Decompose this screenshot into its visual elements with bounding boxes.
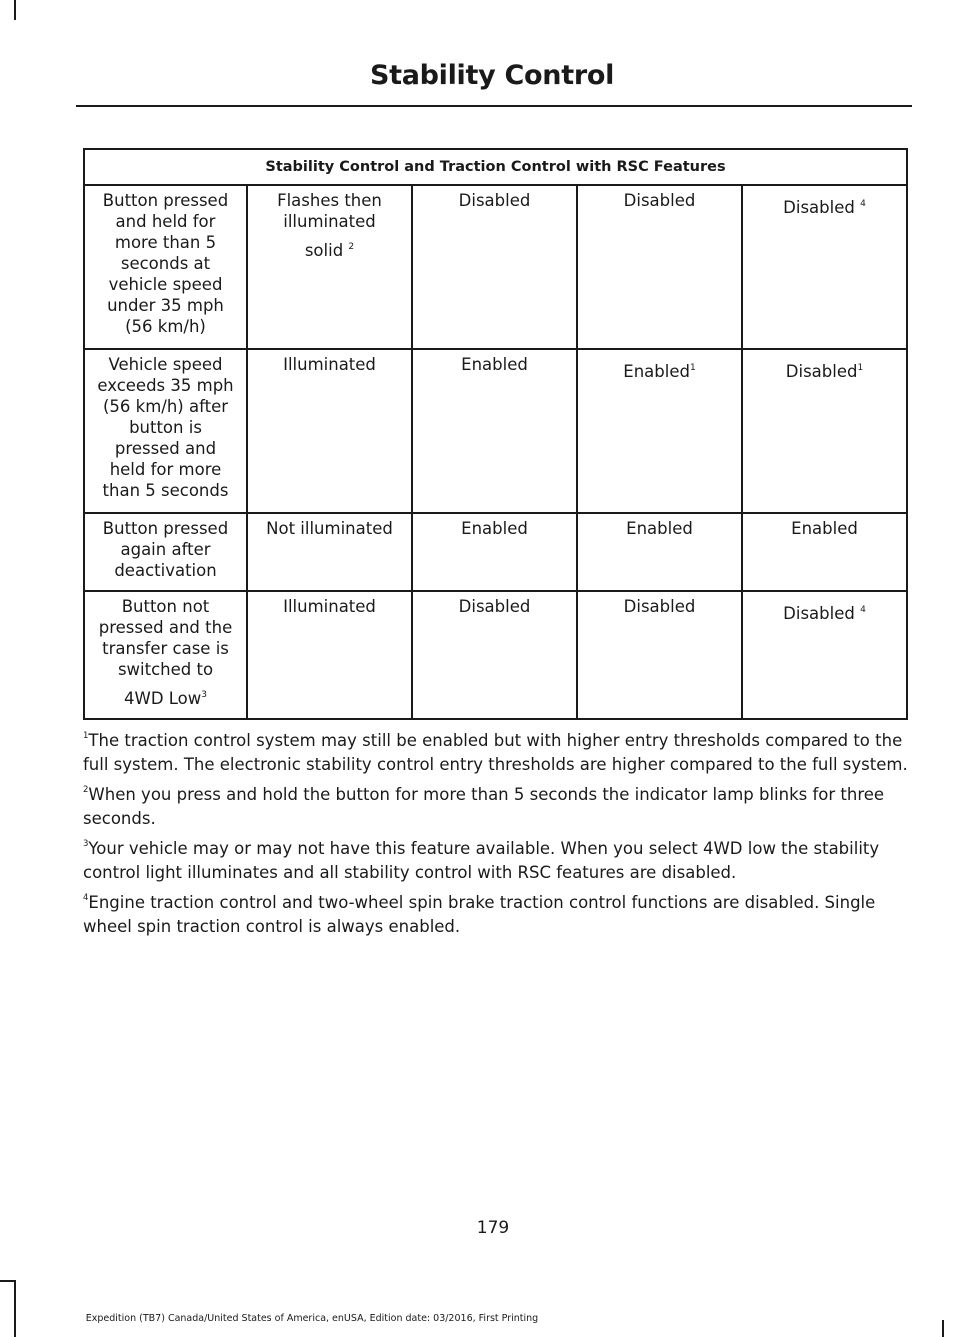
- value-cell: Enabled: [412, 513, 577, 591]
- value-cell: Enabled: [412, 349, 577, 513]
- indicator-cell: Illuminated: [247, 349, 412, 513]
- page-title: Stability Control: [369, 60, 615, 91]
- indicator-cell: Not illuminated: [247, 513, 412, 591]
- table-row: [84, 513, 907, 591]
- indicator-cell: Illuminated: [247, 591, 412, 719]
- footnotes: [83, 729, 913, 945]
- value-cell: Enabled: [577, 513, 742, 591]
- condition-cell: Button not pressed and the transfer case is switched to 4WD Low$^3$: [84, 591, 247, 719]
- condition-cell: Vehicle speed exceeds 35 mph (56 km/h) after button is pressed and held for more than 5 seconds: [84, 349, 247, 513]
- table-row: [84, 185, 907, 349]
- footnote: $^4$Engine traction control and two-wheel spin brake traction control functions are disabled. Single wheel spin traction control is always enabled.: [83, 893, 876, 936]
- crop-mark-top-left: [14, 0, 16, 20]
- table-caption-row: [84, 149, 907, 185]
- value-cell: Disabled: [412, 185, 577, 349]
- condition-cell: Button pressed again after deactivation: [84, 513, 247, 591]
- footnote: $^2$When you press and hold the button for more than 5 seconds the indicator lamp blinks for three seconds.: [83, 785, 885, 828]
- features-table: [83, 148, 908, 720]
- crop-mark-bottom-right: [942, 1320, 944, 1337]
- crop-mark-bottom-left: [14, 1280, 16, 1337]
- value-cell: Disabled: [577, 185, 742, 349]
- value-cell: Enabled$^1$: [577, 349, 742, 513]
- value-cell: Enabled: [742, 513, 907, 591]
- indicator-cell: Flashes then illuminated solid $^2$: [247, 185, 412, 349]
- page-number: 179: [476, 1218, 510, 1238]
- condition-cell: Button pressed and held for more than 5 seconds at vehicle speed under 35 mph (56 km/h): [84, 185, 247, 349]
- header-divider: [76, 105, 912, 107]
- value-cell: Disabled: [577, 591, 742, 719]
- value-cell: Disabled: [412, 591, 577, 719]
- footnote: $^3$Your vehicle may or may not have this feature available. When you select 4WD low the stability control light illuminates and all stability control with RSC features are disabled.: [83, 839, 880, 882]
- footer-edition-info: Expedition (TB7) Canada/United States of America, enUSA, Edition date: 03/2016, First Printing: [85, 1313, 539, 1324]
- footnote: $^1$The traction control system may still be enabled but with higher entry thresholds compared to the full system. The electronic stability control entry thresholds are higher compared to the full system.: [83, 731, 908, 774]
- value-cell: Disabled $^4$: [742, 185, 907, 349]
- table-caption: Stability Control and Traction Control with RSC Features: [84, 149, 907, 185]
- crop-mark-bottom-left-h: [0, 1280, 16, 1282]
- value-cell: Disabled $^4$: [742, 591, 907, 719]
- table-row: [84, 349, 907, 513]
- value-cell: Disabled$^1$: [742, 349, 907, 513]
- table-row: [84, 591, 907, 719]
